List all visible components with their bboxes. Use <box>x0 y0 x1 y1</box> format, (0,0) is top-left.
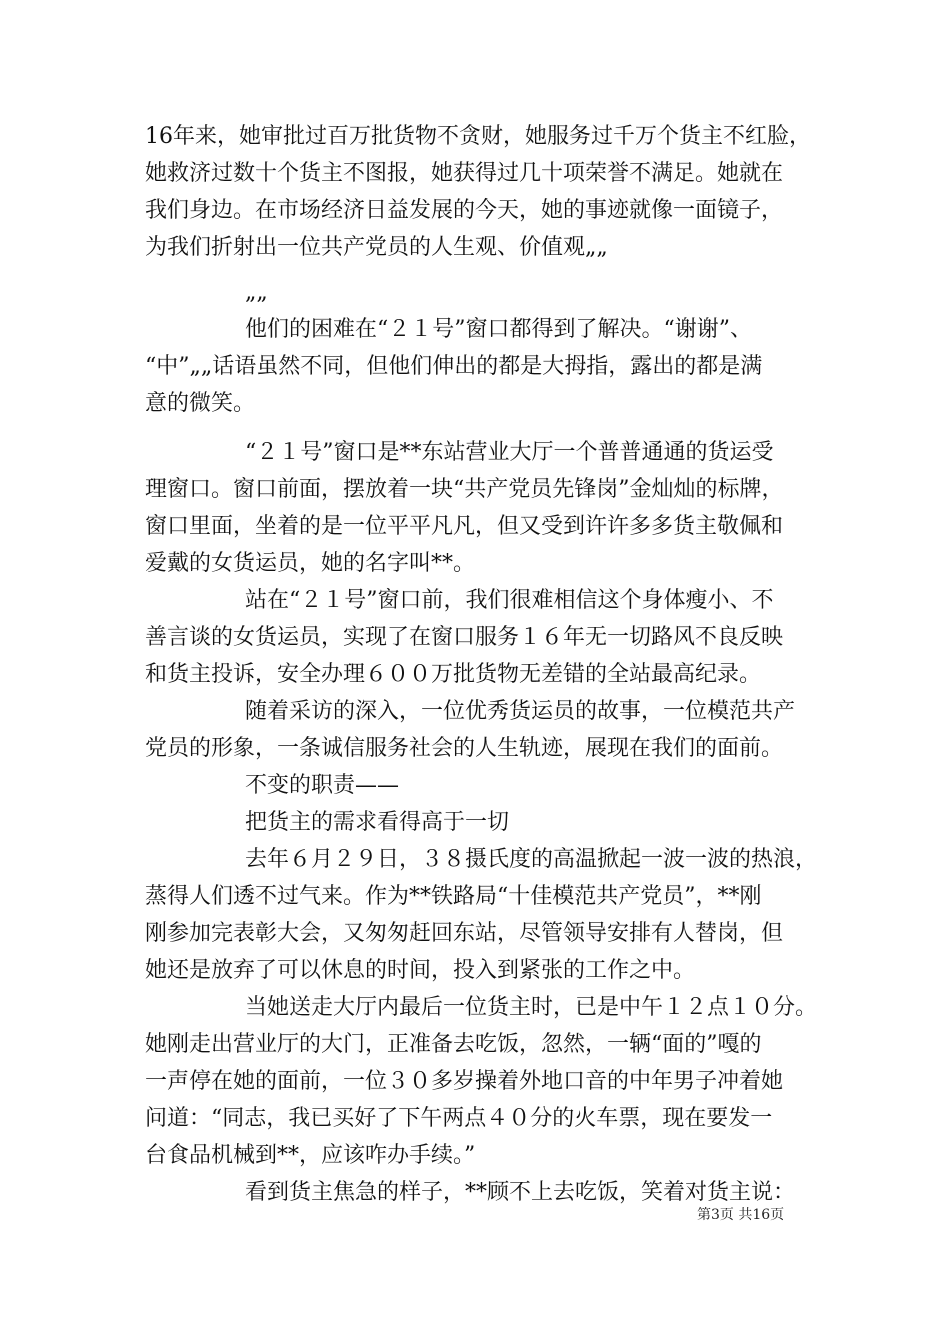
text-line: 她救济过数十个货主不图报，她获得过几十项荣誉不满足。她就在 <box>145 161 784 186</box>
text-line: 我们身边。在市场经济日益发展的今天，她的事迹就像一面镜子， <box>145 198 784 223</box>
text-line: 16年来，她审批过百万批货物不贪财，她服务过千万个货主不红脸， <box>145 124 811 149</box>
line-gap <box>145 266 835 274</box>
text-line: 问道：“同志，我已买好了下午两点４０分的火车票，现在要发一 <box>145 1106 773 1131</box>
text-line: 她刚走出营业厅的大门，正准备去吃饭，忽然，一辆“面的”嘎的 <box>145 1032 762 1057</box>
text-line: 和货主投诉，安全办理６００万批货物无差错的全站最高纪录。 <box>145 662 762 687</box>
text-line: 随着采访的深入，一位优秀货运员的故事，一位模范共产 <box>245 699 796 724</box>
text-line: 党员的形象，一条诚信服务社会的人生轨迹，展现在我们的面前。 <box>145 736 784 761</box>
text-line: 当她送走大厅内最后一位货主时，已是中午１２点１０分。 <box>245 995 818 1020</box>
text-line: 爱戴的女货运员，她的名字叫**。 <box>145 551 476 576</box>
section-subheading: 把货主的需求看得高于一切 <box>245 810 510 835</box>
section-heading: 不变的职责—— <box>245 773 400 798</box>
page-number: 第3页 共16页 <box>697 1207 785 1223</box>
text-line: 蒸得人们透不过气来。作为**铁路局“十佳模范共产党员”，**刚 <box>145 884 762 909</box>
text-line: 去年６月２９日，３８摄氏度的高温掀起一波一波的热浪， <box>245 847 818 872</box>
line-gap <box>145 422 835 434</box>
text-line: 站在“２１号”窗口前，我们很难相信这个身体瘦小、不 <box>245 588 774 613</box>
text-line: “２１号”窗口是**东站营业大厅一个普普通通的货运受 <box>245 440 774 465</box>
text-line: 台食品机械到**，应该咋办手续。” <box>145 1143 476 1168</box>
document-body <box>145 118 835 1211</box>
text-line: 意的微笑。 <box>145 391 256 416</box>
text-line: 他们的困难在“２１号”窗口都得到了解决。“谢谢”、 <box>245 317 752 342</box>
text-line: 她还是放弃了可以休息的时间，投入到紧张的工作之中。 <box>145 958 696 983</box>
text-line: 窗口里面，坐着的是一位平平凡凡，但又受到许许多多货主敬佩和 <box>145 514 784 539</box>
text-line: 理窗口。窗口前面，摆放着一块“共产党员先锋岗”金灿灿的标牌， <box>145 477 784 502</box>
text-line: “中”„„话语虽然不同，但他们伸出的都是大拇指，露出的都是满 <box>145 354 763 379</box>
text-line: 为我们折射出一位共产党员的人生观、价值观„„ <box>145 235 608 260</box>
text-line: 刚参加完表彰大会，又匆匆赶回东站，尽管领导安排有人替岗，但 <box>145 921 784 946</box>
text-line: 看到货主焦急的样子，**顾不上去吃饭，笑着对货主说： <box>245 1180 796 1205</box>
text-line: 善言谈的女货运员，实现了在窗口服务１６年无一切路风不良反映 <box>145 625 784 650</box>
text-line: „„ <box>245 280 268 305</box>
text-line: 一声停在她的面前，一位３０多岁操着外地口音的中年男子冲着她 <box>145 1069 784 1094</box>
